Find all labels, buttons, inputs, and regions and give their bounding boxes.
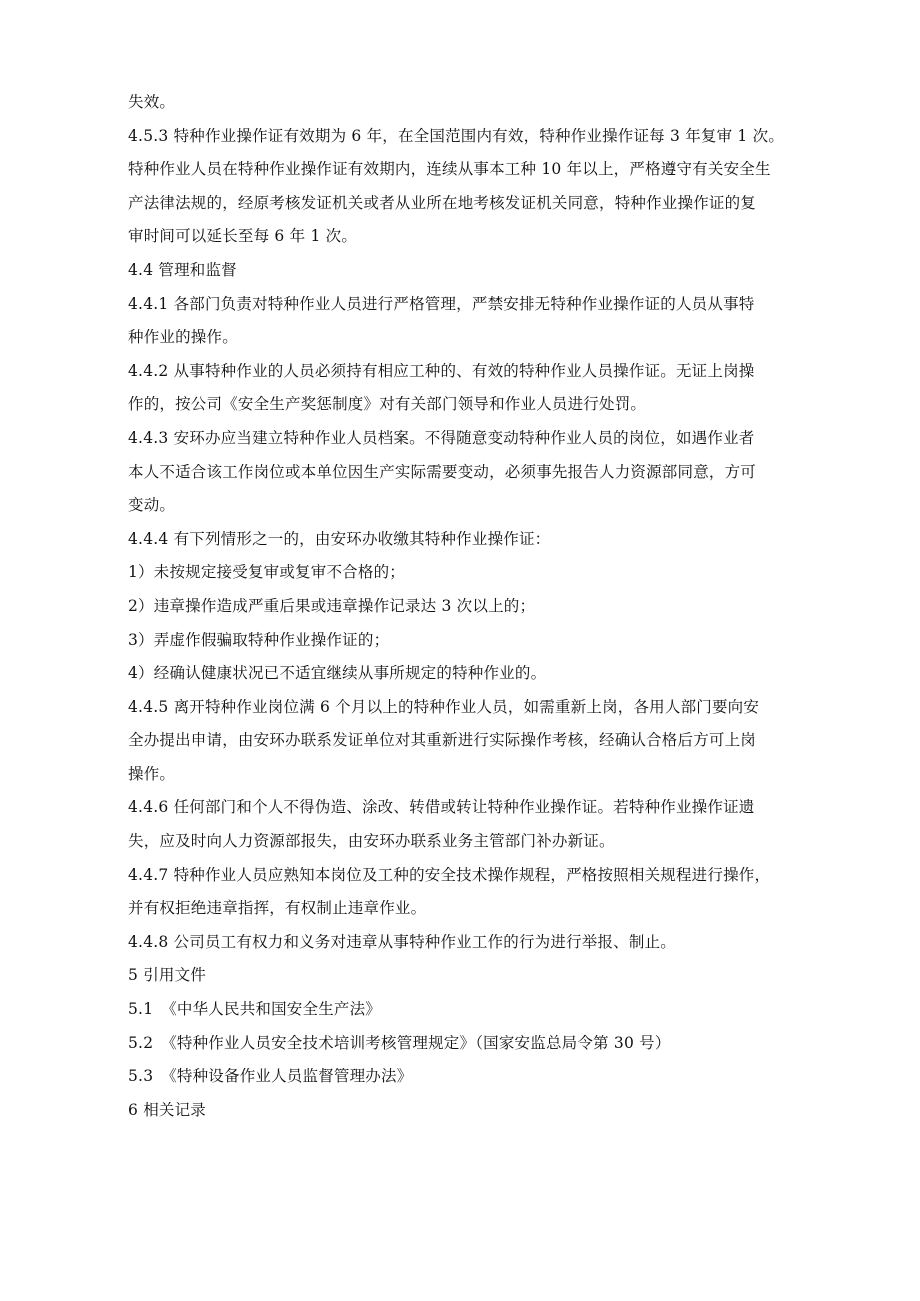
text-line: 4.4.7 特种作业人员应熟知本岗位及工种的安全技术操作规程，严格按照相关规程进行操作， (128, 865, 771, 884)
text-line: 全办提出申请，由安环办联系发证单位对其重新进行实际操作考核，经确认合格后方可上岗 (128, 731, 757, 750)
text-line: 产法律法规的，经原考核发证机关或者从业所在地考核发证机关同意，特种作业操作证的复 (128, 193, 757, 212)
text-line: 操作。 (128, 764, 176, 783)
text-line: 审时间可以延长至每 6 年 1 次。 (128, 227, 358, 246)
list-item: 1）未按规定接受复审或复审不合格的； (128, 563, 405, 582)
section-heading: 4.4 管理和监督 (128, 260, 237, 279)
section-heading: 6 相关记录 (128, 1100, 206, 1119)
text-line: 特种作业人员在特种作业操作证有效期内，连续从事本工种 10 年以上，严格遵守有关安全生 (128, 160, 771, 179)
text-line: 4.4.5 离开特种作业岗位满 6 个月以上的特种作业人员，如需重新上岗，各用人部门要向安 (128, 697, 760, 716)
text-line: 变动。 (128, 496, 176, 515)
document-page (128, 86, 825, 1127)
text-line: 4.4.6 任何部门和个人不得伪造、涂改、转借或转让特种作业操作证。若特种作业操作证遗 (128, 798, 755, 817)
text-line: 失，应及时向人力资源部报失，由安环办联系业务主管部门补办新证。 (128, 832, 615, 851)
text-line: 作的，按公司《安全生产奖惩制度》对有关部门领导和作业人员进行处罚。 (128, 395, 647, 414)
text-line: 4.4.1 各部门负责对特种作业人员进行严格管理，严禁安排无特种作业操作证的人员从事特 (128, 294, 755, 313)
list-item: 4）经确认健康状况已不适宜继续从事所规定的特种作业的。 (128, 664, 547, 683)
text-line: 4.4.8 公司员工有权力和义务对违章从事特种作业工作的行为进行举报、制止。 (128, 932, 676, 951)
list-item: 2）违章操作造成严重后果或违章操作记录达 3 次以上的； (128, 596, 536, 615)
list-item: 3）弄虚作假骗取特种作业操作证的； (128, 630, 390, 649)
text-line: 4.4.2 从事特种作业的人员必须持有相应工种的、有效的特种作业人员操作证。无证上岗操 (128, 361, 755, 380)
reference-item: 5.1 《中华人民共和国安全生产法》 (128, 1000, 382, 1019)
text-line: 4.4.3 安环办应当建立特种作业人员档案。不得随意变动特种作业人员的岗位，如遇作业者 (128, 428, 755, 447)
reference-item: 5.2 《特种作业人员安全技术培训考核管理规定》（国家安监总局令第 30 号） (128, 1033, 671, 1052)
reference-item: 5.3 《特种设备作业人员监督管理办法》 (128, 1067, 413, 1086)
text-line: 本人不适合该工作岗位或本单位因生产实际需要变动，必须事先报告人力资源部同意，方可 (128, 462, 757, 481)
text-line: 种作业的操作。 (128, 328, 238, 347)
text-line: 失效。 (128, 93, 176, 111)
text-line: 并有权拒绝违章指挥，有权制止违章作业。 (128, 899, 427, 918)
text-line: 4.4.4 有下列情形之一的，由安环办收缴其特种作业操作证： (128, 529, 551, 548)
section-heading: 5 引用文件 (128, 966, 206, 985)
text-line: 4.5.3 特种作业操作证有效期为 6 年，在全国范围内有效，特种作业操作证每 3 年复审 1 次。 (128, 126, 785, 145)
